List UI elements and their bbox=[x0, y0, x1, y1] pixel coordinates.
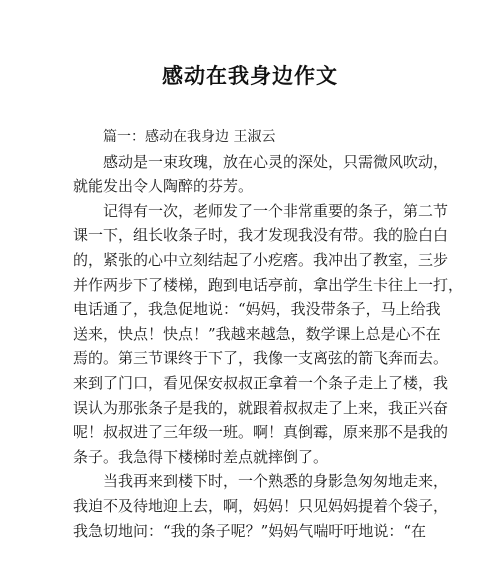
paragraph-line: 的，紧张的心中立刻结起了小疙瘩。我冲出了教室，三步 bbox=[73, 250, 449, 269]
paragraph-line: 来到了门口，看见保安叔叔正拿着一个条子走上了楼，我 bbox=[73, 373, 449, 392]
paragraph-line: 送来，快点！快点！”我越来越急，数学课上总是心不在 bbox=[73, 324, 441, 343]
paragraph-line: 电话通了，我急促地说：“妈妈，我没带条子，马上给我 bbox=[73, 300, 441, 319]
paragraph-line: 条子。我急得下楼梯时差点就摔倒了。 bbox=[73, 447, 329, 466]
paragraph-line: 我急切地问：“我的条子呢？”妈妈气喘吁吁地说：“在 bbox=[73, 521, 427, 540]
paragraph-line: 焉的。第三节课终于下了，我像一支离弦的箭飞奔而去。 bbox=[73, 349, 449, 368]
paragraph-line: 当我再来到楼下时，一个熟悉的身影急匆匆地走来， bbox=[103, 472, 449, 491]
paragraph-line: 并作两步下了楼梯，跑到电话亭前，拿出学生卡往上一打， bbox=[73, 275, 464, 294]
document-title: 感动在我身边作文 bbox=[162, 64, 338, 88]
essay-subheading: 篇一：感动在我身边 王淑云 bbox=[103, 129, 276, 145]
paragraph-line: 我迫不及待地迎上去，啊，妈妈！只见妈妈提着个袋子， bbox=[73, 496, 449, 515]
paragraph-line: 呢！叔叔进了三年级一班。啊！真倒霉，原来那不是我的 bbox=[73, 423, 449, 442]
paragraph-line: 误认为那张条子是我的，就跟着叔叔走了上来，我正兴奋 bbox=[73, 398, 449, 417]
paragraph-line: 就能发出令人陶醉的芬芳。 bbox=[73, 177, 254, 196]
paragraph-line: 课一下，组长收条子时，我才发现我没有带。我的脸白白 bbox=[73, 226, 449, 245]
paragraph-line: 记得有一次，老师发了一个非常重要的条子，第二节 bbox=[103, 201, 449, 220]
essay-body bbox=[73, 125, 464, 543]
paragraph-line: 感动是一束玫瑰，放在心灵的深处，只需微风吹动， bbox=[103, 152, 449, 171]
